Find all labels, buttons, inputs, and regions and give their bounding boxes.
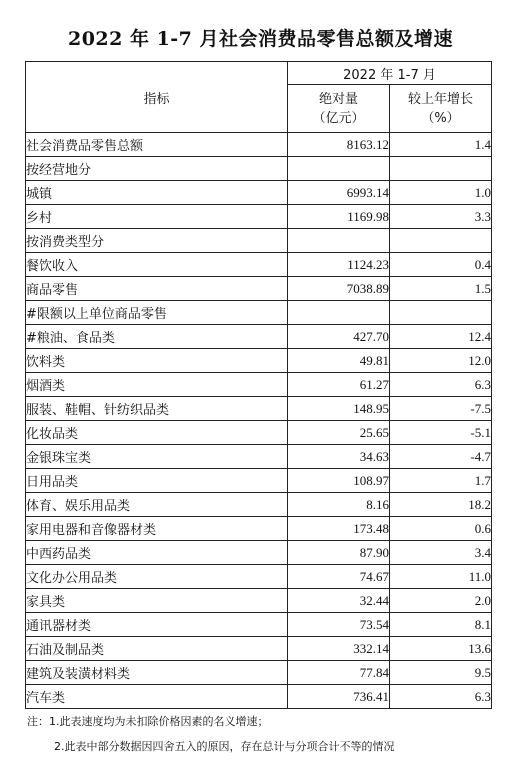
table-body bbox=[26, 133, 492, 709]
row-growth-rate: 1.5 bbox=[390, 277, 492, 301]
row-growth-rate bbox=[390, 157, 492, 181]
row-growth-rate: -7.5 bbox=[390, 397, 492, 421]
row-indicator-name: 日用品类 bbox=[26, 469, 288, 493]
table-row bbox=[26, 205, 492, 229]
row-absolute-value: 1169.98 bbox=[288, 205, 390, 229]
growth-header-line2: （%） bbox=[421, 110, 460, 126]
row-absolute-value: 148.95 bbox=[288, 397, 390, 421]
row-indicator-name: 餐饮收入 bbox=[26, 253, 288, 277]
row-growth-rate bbox=[390, 301, 492, 325]
growth-header-line1: 较上年增长 bbox=[407, 91, 473, 107]
row-indicator-name: 按经营地分 bbox=[26, 157, 288, 181]
row-indicator-name: 通讯器材类 bbox=[26, 613, 288, 637]
growth-header bbox=[390, 85, 492, 133]
row-indicator-name: 汽车类 bbox=[26, 685, 288, 709]
row-absolute-value: 73.54 bbox=[288, 613, 390, 637]
row-indicator-name: 商品零售 bbox=[26, 277, 288, 301]
table-row bbox=[26, 661, 492, 685]
row-absolute-value: 61.27 bbox=[288, 373, 390, 397]
row-absolute-value: 736.41 bbox=[288, 685, 390, 709]
row-indicator-name: 化妆品类 bbox=[26, 421, 288, 445]
row-indicator-name: 文化办公用品类 bbox=[26, 565, 288, 589]
table-row bbox=[26, 637, 492, 661]
row-growth-rate: 8.1 bbox=[390, 613, 492, 637]
table-row bbox=[26, 181, 492, 205]
row-growth-rate: 1.4 bbox=[390, 133, 492, 157]
row-growth-rate: 0.6 bbox=[390, 517, 492, 541]
row-indicator-name: 石油及制品类 bbox=[26, 637, 288, 661]
row-absolute-value: 173.48 bbox=[288, 517, 390, 541]
table-row bbox=[26, 445, 492, 469]
absolute-value-header-line1: 绝对量 bbox=[318, 91, 358, 107]
row-absolute-value: 74.67 bbox=[288, 565, 390, 589]
row-indicator-name: 乡村 bbox=[26, 205, 288, 229]
row-absolute-value: 34.63 bbox=[288, 445, 390, 469]
row-growth-rate: 2.0 bbox=[390, 589, 492, 613]
table-row bbox=[26, 229, 492, 253]
row-absolute-value: 25.65 bbox=[288, 421, 390, 445]
row-indicator-name: 家具类 bbox=[26, 589, 288, 613]
row-absolute-value: 1124.23 bbox=[288, 253, 390, 277]
table-row bbox=[26, 493, 492, 517]
row-absolute-value: 7038.89 bbox=[288, 277, 390, 301]
note-line-1: 注：1.此表速度均为未扣除价格因素的名义增速； bbox=[27, 715, 269, 728]
table-row bbox=[26, 517, 492, 541]
row-growth-rate: 0.4 bbox=[390, 253, 492, 277]
absolute-value-header bbox=[288, 85, 390, 133]
row-indicator-name: 饮料类 bbox=[26, 349, 288, 373]
page-title: 2022 年 1-7 月社会消费品零售总额及增速 bbox=[67, 28, 454, 50]
row-indicator-name: 体育、娱乐用品类 bbox=[26, 493, 288, 517]
row-growth-rate: -5.1 bbox=[390, 421, 492, 445]
row-growth-rate: 12.0 bbox=[390, 349, 492, 373]
table-row bbox=[26, 157, 492, 181]
table-row bbox=[26, 349, 492, 373]
row-absolute-value: 6993.14 bbox=[288, 181, 390, 205]
row-indicator-name: 烟酒类 bbox=[26, 373, 288, 397]
table-row bbox=[26, 301, 492, 325]
row-growth-rate: 11.0 bbox=[390, 565, 492, 589]
row-absolute-value: 427.70 bbox=[288, 325, 390, 349]
table-row bbox=[26, 421, 492, 445]
row-absolute-value: 8163.12 bbox=[288, 133, 390, 157]
row-growth-rate bbox=[390, 229, 492, 253]
row-indicator-name: 建筑及装潢材料类 bbox=[26, 661, 288, 685]
row-indicator-name: 金银珠宝类 bbox=[26, 445, 288, 469]
row-absolute-value: 108.97 bbox=[288, 469, 390, 493]
row-absolute-value: 32.44 bbox=[288, 589, 390, 613]
row-growth-rate: 9.5 bbox=[390, 661, 492, 685]
table-row bbox=[26, 589, 492, 613]
note-line-2: 2.此表中部分数据因四舍五入的原因，存在总计与分项合计不等的情况 bbox=[54, 740, 395, 753]
absolute-value-header-line2: （亿元） bbox=[312, 110, 365, 126]
row-growth-rate: -4.7 bbox=[390, 445, 492, 469]
row-absolute-value bbox=[288, 301, 390, 325]
row-absolute-value: 8.16 bbox=[288, 493, 390, 517]
row-growth-rate: 6.3 bbox=[390, 373, 492, 397]
table-row bbox=[26, 133, 492, 157]
row-indicator-name: #粮油、食品类 bbox=[26, 325, 288, 349]
table-row bbox=[26, 685, 492, 709]
row-absolute-value: 332.14 bbox=[288, 637, 390, 661]
row-growth-rate: 13.6 bbox=[390, 637, 492, 661]
row-indicator-name: 家用电器和音像器材类 bbox=[26, 517, 288, 541]
row-absolute-value: 87.90 bbox=[288, 541, 390, 565]
row-indicator-name: 城镇 bbox=[26, 181, 288, 205]
table-row bbox=[26, 277, 492, 301]
row-growth-rate: 3.3 bbox=[390, 205, 492, 229]
row-absolute-value bbox=[288, 157, 390, 181]
indicator-header: 指标 bbox=[26, 62, 288, 133]
row-indicator-name: 服装、鞋帽、针纺织品类 bbox=[26, 397, 288, 421]
row-indicator-name: 按消费类型分 bbox=[26, 229, 288, 253]
row-growth-rate: 12.4 bbox=[390, 325, 492, 349]
period-header: 2022 年 1-7 月 bbox=[288, 62, 492, 85]
table-row bbox=[26, 565, 492, 589]
table-row bbox=[26, 397, 492, 421]
row-absolute-value: 49.81 bbox=[288, 349, 390, 373]
row-growth-rate: 3.4 bbox=[390, 541, 492, 565]
table-row bbox=[26, 541, 492, 565]
row-growth-rate: 6.3 bbox=[390, 685, 492, 709]
row-growth-rate: 1.0 bbox=[390, 181, 492, 205]
table-row bbox=[26, 469, 492, 493]
row-growth-rate: 18.2 bbox=[390, 493, 492, 517]
row-absolute-value: 77.84 bbox=[288, 661, 390, 685]
table-row bbox=[26, 613, 492, 637]
row-absolute-value bbox=[288, 229, 390, 253]
row-indicator-name: 社会消费品零售总额 bbox=[26, 133, 288, 157]
table-row bbox=[26, 253, 492, 277]
table-row bbox=[26, 373, 492, 397]
table-row bbox=[26, 325, 492, 349]
row-indicator-name: 中西药品类 bbox=[26, 541, 288, 565]
retail-sales-table bbox=[25, 61, 492, 709]
row-indicator-name: #限额以上单位商品零售 bbox=[26, 301, 288, 325]
row-growth-rate: 1.7 bbox=[390, 469, 492, 493]
